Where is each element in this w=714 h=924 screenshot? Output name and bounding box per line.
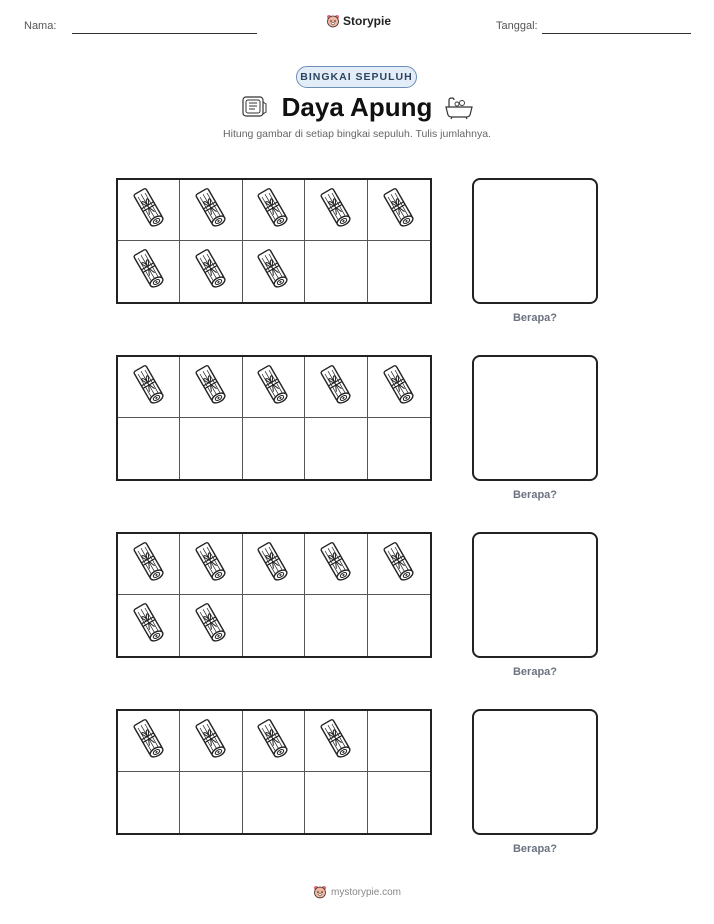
rolled-scroll-icon [316, 185, 356, 236]
frame-cell [118, 357, 180, 418]
frame-cell [180, 180, 242, 241]
ten-frame [116, 178, 432, 304]
frame-cell [243, 418, 305, 479]
rolled-scroll-icon [129, 539, 169, 590]
frame-cell [305, 357, 367, 418]
rolled-scroll-icon [253, 716, 293, 767]
ten-frame [116, 532, 432, 658]
frame-cell [243, 241, 305, 302]
question-label: Berapa? [512, 489, 558, 501]
rolled-scroll-icon [253, 539, 293, 590]
frame-cell [305, 772, 367, 833]
category-badge: BINGKAI SEPULUH [296, 66, 417, 88]
frame-cell [180, 241, 242, 302]
frame-cell [368, 180, 430, 241]
frame-cell [243, 180, 305, 241]
instructions: Hitung gambar di setiap bingkai sepuluh. Tulis jumlahnya. [223, 128, 491, 140]
rolled-scroll-icon [379, 539, 419, 590]
rolled-scroll-icon [129, 185, 169, 236]
answer-box[interactable] [472, 532, 598, 658]
frame-cell [305, 534, 367, 595]
brand-name: Storypie [343, 14, 392, 28]
frame-cell [368, 241, 430, 302]
footer-website[interactable]: mystorypie.com [330, 886, 401, 898]
rolled-scroll-icon [316, 716, 356, 767]
frame-cell [180, 711, 242, 772]
name-label: Nama: [24, 20, 57, 32]
bear-icon [313, 885, 327, 899]
frame-cell [368, 772, 430, 833]
date-label: Tanggal: [496, 20, 538, 32]
rolled-scroll-icon [129, 362, 169, 413]
ten-frame [116, 709, 432, 835]
question-label: Berapa? [512, 843, 558, 855]
rolled-scroll-icon [253, 185, 293, 236]
answer-box[interactable] [472, 178, 598, 304]
frame-cell [305, 418, 367, 479]
frame-cell [180, 595, 242, 656]
frame-cell [243, 534, 305, 595]
frame-cell [243, 595, 305, 656]
rolled-scroll-icon [253, 246, 293, 297]
frame-cell [180, 418, 242, 479]
frame-cell [305, 711, 367, 772]
rolled-scroll-icon [379, 185, 419, 236]
frame-cell [180, 772, 242, 833]
frame-cell [305, 595, 367, 656]
frame-cell [368, 534, 430, 595]
frame-cell [118, 534, 180, 595]
frame-cell [305, 180, 367, 241]
bathtub-icon [443, 96, 475, 120]
frame-cell [368, 418, 430, 479]
footer [0, 885, 714, 899]
frame-cell [243, 711, 305, 772]
ten-frame [116, 355, 432, 481]
frame-cell [180, 357, 242, 418]
frame-cell [368, 595, 430, 656]
frame-cell [368, 357, 430, 418]
frame-cell [180, 534, 242, 595]
frame-cell [118, 595, 180, 656]
name-line[interactable] [72, 33, 257, 34]
rolled-scroll-icon [129, 600, 169, 651]
answer-box[interactable] [472, 709, 598, 835]
rolled-scroll-icon [129, 716, 169, 767]
frame-cell [118, 241, 180, 302]
bear-icon [326, 14, 340, 28]
frame-cell [305, 241, 367, 302]
rolled-scroll-icon [379, 362, 419, 413]
frame-cell [243, 357, 305, 418]
rolled-scroll-icon [129, 246, 169, 297]
rolled-scroll-icon [191, 539, 231, 590]
frame-cell [118, 418, 180, 479]
date-line[interactable] [542, 33, 691, 34]
rolled-scroll-icon [316, 362, 356, 413]
rolled-scroll-icon [191, 362, 231, 413]
rolled-scroll-icon [191, 246, 231, 297]
rolled-scroll-icon [253, 362, 293, 413]
question-label: Berapa? [512, 312, 558, 324]
worksheet-title: Daya Apung [281, 92, 433, 122]
question-label: Berapa? [512, 666, 558, 678]
answer-box[interactable] [472, 355, 598, 481]
frame-cell [243, 772, 305, 833]
frame-cell [118, 772, 180, 833]
frame-cell [368, 711, 430, 772]
rolled-scroll-icon [191, 600, 231, 651]
frame-cell [118, 711, 180, 772]
rolled-scroll-icon [191, 716, 231, 767]
brand-logo [326, 14, 391, 28]
rolled-scroll-icon [191, 185, 231, 236]
rolled-scroll-icon [316, 539, 356, 590]
frame-cell [118, 180, 180, 241]
